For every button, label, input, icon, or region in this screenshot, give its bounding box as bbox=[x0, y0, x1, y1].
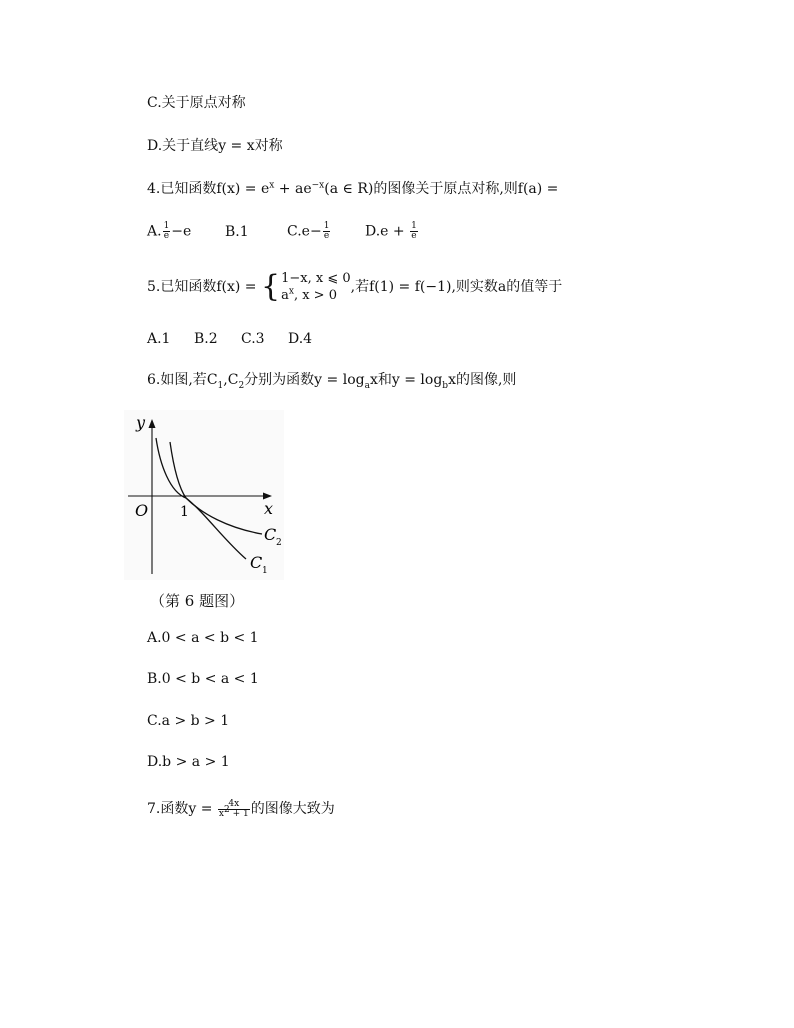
c2-subscript: 2 bbox=[276, 538, 282, 548]
q4-option-c: C.e− $\frac{1}{e}$ bbox=[287, 221, 330, 241]
q6-option-a: A.0 < a < b < 1 bbox=[147, 630, 259, 646]
q5-option-d: D.4 bbox=[288, 331, 313, 347]
q7-stem: 7.函数y = $\frac{4x}{x^2 + 1}$ 的图像大致为 bbox=[147, 798, 335, 819]
q3-option-c: C.关于原点对称 bbox=[147, 95, 246, 111]
q4-options bbox=[147, 222, 419, 241]
c1-subscript: 1 bbox=[262, 566, 268, 576]
q5-options bbox=[147, 330, 312, 348]
q5-stem: 5.已知函数f(x) = { 1−x, x ⩽ 0 $a^x$, x > 0 ,若f(1) = f(−1),则实数a的值等于 bbox=[147, 269, 563, 304]
c1-label: C bbox=[250, 553, 263, 572]
x-axis-label: x bbox=[264, 499, 274, 518]
q6-option-d: D.b > a > 1 bbox=[147, 754, 230, 770]
fraction: $\frac{1}{e}$ bbox=[323, 221, 330, 241]
q3-option-d: D.关于直线y = x对称 bbox=[147, 138, 283, 154]
origin-label: O bbox=[135, 501, 149, 520]
fraction: $\frac{1}{e}$ bbox=[411, 221, 417, 241]
q5-option-b: B.2 bbox=[194, 331, 218, 347]
q4-stem: 4.已知函数$f(x) = e^x + ae^{-x}(a$ ∈ R)的图像关于原点对称,则f(a) = bbox=[147, 180, 559, 197]
q5-option-c: C.3 bbox=[241, 331, 265, 347]
q5-option-a: A.1 bbox=[147, 331, 171, 347]
fraction: $\frac{4x}{x^2 + 1}$ bbox=[218, 798, 249, 819]
q6-option-c: C.a > b > 1 bbox=[147, 713, 230, 729]
y-axis-label: y bbox=[136, 413, 146, 432]
figure-caption: （第 6 题图） bbox=[150, 592, 245, 610]
q4-option-a: A. $\frac{1}{e}$ −e bbox=[147, 221, 192, 241]
log-graph-figure bbox=[124, 410, 284, 580]
piecewise-cases: 1−x, x ⩽ 0 $a^x$, x > 0 bbox=[281, 271, 351, 303]
q4-option-b: B.1 bbox=[225, 223, 249, 240]
q4-option-d: D.e + $\frac{1}{e}$ bbox=[365, 221, 417, 241]
q6-option-b: B.0 < b < a < 1 bbox=[147, 671, 259, 687]
fraction: $\frac{1}{e}$ bbox=[163, 221, 170, 241]
q6-stem: 6.如图,若$C_1,C_2$分别为函数$y = \log_ax$和$y = \log_bx$的图像,则 bbox=[147, 372, 517, 391]
c2-label: C bbox=[264, 525, 277, 544]
tick-label-one: 1 bbox=[180, 504, 189, 520]
